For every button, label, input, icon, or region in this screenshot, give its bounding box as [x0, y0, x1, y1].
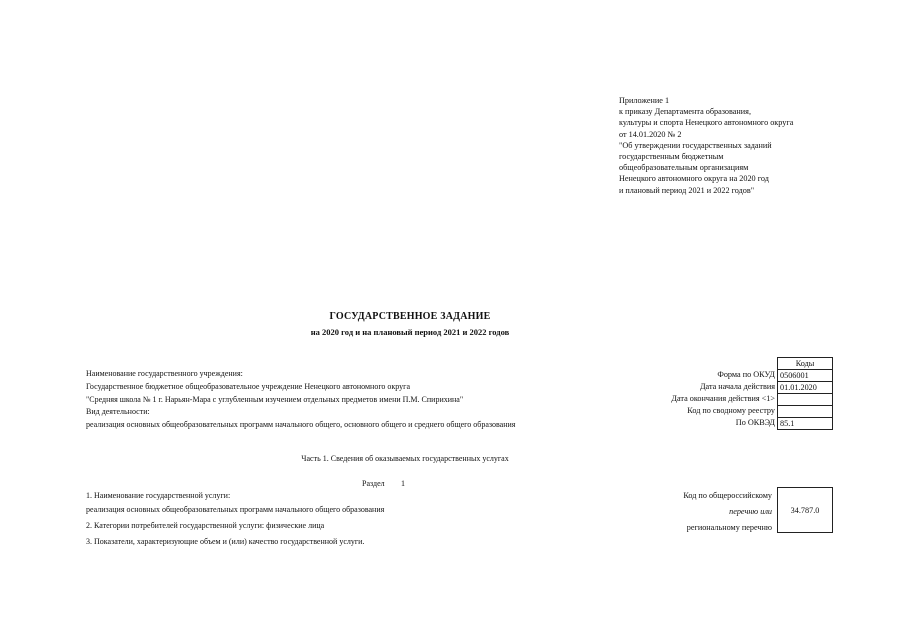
appendix-line: Приложение 1	[619, 96, 670, 105]
activity-label: Вид деятельности:	[86, 407, 150, 416]
code-label-okved: По ОКВЭД	[735, 418, 775, 427]
registry-label-line2: перечню или	[729, 507, 772, 516]
appendix-line: к приказу Департамента образования,	[619, 107, 751, 117]
code-label-okud: Форма по ОКУД	[717, 370, 775, 379]
appendix-line: общеобразовательным организациям	[619, 163, 749, 173]
appendix-line: культуры и спорта Ненецкого автономного округа	[619, 118, 794, 128]
section-label: Раздел	[362, 479, 385, 488]
appendix-line: "Об утверждении государственных заданий	[619, 140, 772, 150]
service-name-value: реализация основных общеобразовательных программ начального общего образования	[86, 505, 385, 514]
appendix-line: от 14.01.2020 № 2	[619, 129, 682, 139]
section-number: 1	[401, 479, 405, 488]
code-value-start-date: 01.01.2020	[777, 381, 833, 394]
part-heading: Часть 1. Сведения об оказываемых государственных услугах	[301, 454, 509, 463]
registry-label-line1: Код по общероссийскому	[683, 491, 772, 500]
institution-name-value: Государственное бюджетное общеобразовательное учреждение Ненецкого автономного округа	[86, 382, 411, 391]
code-label-end-date: Дата окончания действия <1>	[671, 394, 775, 403]
code-value-okved: 85.1	[777, 417, 833, 430]
activity-value: реализация основных общеобразовательных программ начального общего, основного общего и среднего общего образования	[86, 420, 516, 429]
appendix-line: Ненецкого автономного округа на 2020 год	[619, 174, 769, 184]
appendix-line: государственным бюджетным	[619, 152, 724, 162]
document-subtitle: на 2020 год и на плановый период 2021 и 2022 годов	[310, 327, 510, 337]
registry-label-line3: региональному перечню	[686, 523, 772, 532]
registry-code-value: 34.787.0	[777, 487, 833, 533]
codes-header: Коды	[777, 357, 833, 370]
service-name-label: 1. Наименование государственной услуги:	[86, 491, 231, 500]
institution-name-label: Наименование государственного учреждения:	[86, 369, 243, 378]
code-value-okud: 0506001	[777, 369, 833, 382]
code-label-registry: Код по сводному реестру	[687, 406, 775, 415]
appendix-line: и плановый период 2021 и 2022 годов"	[619, 185, 755, 195]
document-title: ГОСУДАРСТВЕННОЕ ЗАДАНИЕ	[329, 311, 491, 322]
service-indicators: 3. Показатели, характеризующие объем и (или) качество государственной услуги.	[86, 537, 365, 546]
institution-full-name: "Средняя школа № 1 г. Нарьян-Мара с углубленным изучением отдельных предметов имени П.М. Спирихина"	[86, 395, 464, 404]
appendix-note	[619, 95, 793, 196]
service-consumers: 2. Категории потребителей государственной услуги: физические лица	[86, 521, 325, 530]
code-label-start-date: Дата начала действия	[699, 382, 775, 391]
